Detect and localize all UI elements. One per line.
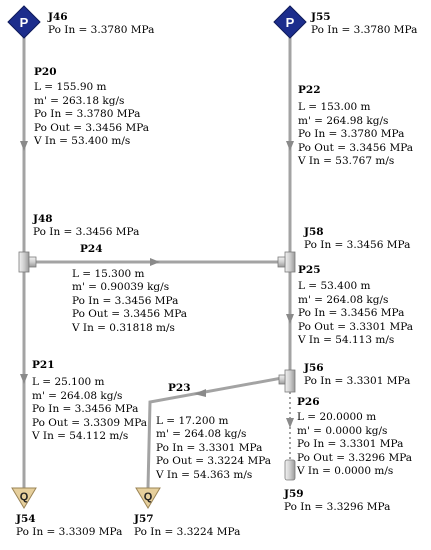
pipe-property-line: L = 25.100 m [32, 376, 105, 389]
pipe-property-line: L = 155.90 m [34, 81, 107, 94]
pipe-properties [298, 280, 413, 347]
pipe-property-line: V In = 53.400 m/s [34, 135, 131, 148]
pipe-p23-name-label [168, 382, 191, 395]
pipe-property-line: Po Out = 3.3456 MPa [298, 141, 414, 154]
pipe-property-line: Po In = 3.3301 MPa [297, 438, 404, 451]
pipe-property-line: m' = 0.0000 kg/s [297, 424, 388, 437]
pipe-property-line: V In = 54.112 m/s [32, 430, 129, 443]
pipe-property-line: Po Out = 3.3456 MPa [34, 121, 150, 134]
flow-arrow-p21 [20, 374, 28, 384]
svg-text:P: P [19, 15, 29, 30]
pipe-name: P22 [298, 84, 321, 96]
pipe-p26-label [297, 396, 412, 478]
junction-name: J59 [284, 488, 304, 500]
pipe-property-line: m' = 264.08 kg/s [156, 428, 247, 441]
junction-name: J48 [33, 213, 53, 225]
pipe-property-line: V In = 54.363 m/s [156, 468, 253, 481]
junction-j59-label [284, 488, 390, 515]
junction-j55-label [311, 11, 417, 38]
pipe-property-line: V In = 0.31818 m/s [72, 321, 175, 334]
junction-name: J54 [16, 513, 36, 525]
junction-j57-flow-icon[interactable] [136, 488, 160, 508]
pipe-property-line: L = 53.400 m [298, 280, 371, 293]
pipe-property-line: Po Out = 3.3301 MPa [298, 320, 414, 333]
junction-j56-label [304, 362, 410, 389]
pipe-p23-label [156, 415, 271, 482]
pipe-property-line: V In = 53.767 m/s [298, 155, 395, 168]
pipe-property-line: m' = 263.18 kg/s [34, 94, 125, 107]
pipe-property-line: Po Out = 3.3224 MPa [156, 455, 272, 468]
pipe-p21-label [32, 359, 147, 443]
pipe-property-line: Po In = 3.3456 MPa [32, 403, 139, 416]
pipe-property-line: Po In = 3.3456 MPa [298, 307, 405, 320]
pipe-name: P26 [297, 396, 320, 408]
pipe-properties [72, 268, 187, 335]
junction-pressure: Po In = 3.3309 MPa [16, 526, 123, 539]
pipe-p24-label [72, 268, 187, 335]
pipe-property-line: Po In = 3.3456 MPa [72, 294, 179, 307]
junction-name: J58 [304, 226, 324, 238]
junction-j58-label [304, 226, 410, 253]
pipe-property-line: m' = 264.98 kg/s [298, 114, 389, 127]
flow-arrow-p24 [150, 258, 160, 266]
junction-j46-pressure-icon[interactable] [8, 6, 40, 38]
flow-arrow-p25 [286, 314, 294, 324]
junction-pressure: Po In = 3.3224 MPa [134, 526, 241, 539]
pipe-property-line: L = 17.200 m [156, 415, 229, 427]
junction-j57-label [134, 513, 240, 540]
junction-name: J56 [304, 362, 324, 374]
pipe-property-line: m' = 264.08 kg/s [32, 389, 123, 402]
junction-j54-flow-icon[interactable] [12, 488, 36, 508]
pipe-property-line: m' = 264.08 kg/s [298, 293, 389, 306]
svg-text:Q: Q [143, 491, 153, 503]
pipe-property-line: Po In = 3.3301 MPa [156, 441, 263, 454]
junction-j54-label [16, 513, 122, 540]
junction-pressure: Po In = 3.3301 MPa [304, 375, 411, 388]
flow-arrow-p26 [286, 418, 294, 428]
pipe-p22-label [298, 84, 413, 168]
pipe-name: P25 [298, 264, 321, 276]
junction-j56-tee-icon[interactable] [279, 370, 295, 392]
flow-arrow-p22 [286, 141, 294, 151]
junction-pressure: Po In = 3.3296 MPa [284, 501, 391, 514]
junction-pressure: Po In = 3.3456 MPa [304, 239, 411, 252]
pipe-property-line: m' = 0.90039 kg/s [72, 281, 170, 294]
pipe-property-line: L = 153.00 m [298, 101, 371, 114]
pipe-name: P23 [168, 382, 191, 394]
pipe-name: P20 [34, 66, 57, 78]
junction-j46-label [48, 11, 154, 38]
pipe-p24-name-label [80, 243, 103, 256]
flow-arrow-p20 [20, 141, 28, 151]
pipe-p20-label [34, 66, 149, 148]
pipe-p25-label [298, 264, 413, 347]
junction-j48-tee-icon[interactable] [19, 252, 36, 272]
pipe-property-line: Po Out = 3.3296 MPa [297, 451, 413, 464]
pipe-property-line: L = 20.0000 m [297, 411, 377, 424]
pipe-properties [297, 411, 412, 478]
junction-j59-dead-end-icon[interactable] [285, 460, 295, 480]
pipe-property-line: L = 15.300 m [72, 268, 145, 280]
pipe-property-line: Po In = 3.3780 MPa [34, 108, 141, 121]
pipe-property-line: V In = 0.0000 m/s [297, 465, 394, 478]
junction-j58-tee-icon[interactable] [278, 252, 295, 272]
junction-name: J55 [311, 11, 331, 23]
pipe-property-line: Po Out = 3.3309 MPa [32, 416, 148, 429]
junction-pressure: Po In = 3.3780 MPa [311, 24, 418, 37]
junction-name: J57 [134, 513, 154, 525]
pipe-property-line: Po Out = 3.3456 MPa [72, 308, 188, 321]
svg-text:P: P [285, 15, 295, 30]
pipe-properties [32, 376, 147, 443]
junction-j55-pressure-icon[interactable] [274, 6, 306, 38]
junction-j48-label [33, 213, 139, 240]
pipe-name: P21 [32, 359, 55, 371]
pipe-property-line: Po In = 3.3780 MPa [298, 128, 405, 141]
junction-pressure: Po In = 3.3780 MPa [48, 24, 155, 37]
pipe-properties [298, 101, 413, 168]
pipe-property-line: V In = 54.113 m/s [298, 334, 395, 347]
pipe-properties [156, 415, 271, 482]
pipe-properties [34, 81, 149, 148]
pipe-name: P24 [80, 243, 103, 255]
junction-name: J46 [48, 11, 68, 23]
junction-pressure: Po In = 3.3456 MPa [33, 226, 140, 239]
svg-text:Q: Q [19, 491, 29, 503]
